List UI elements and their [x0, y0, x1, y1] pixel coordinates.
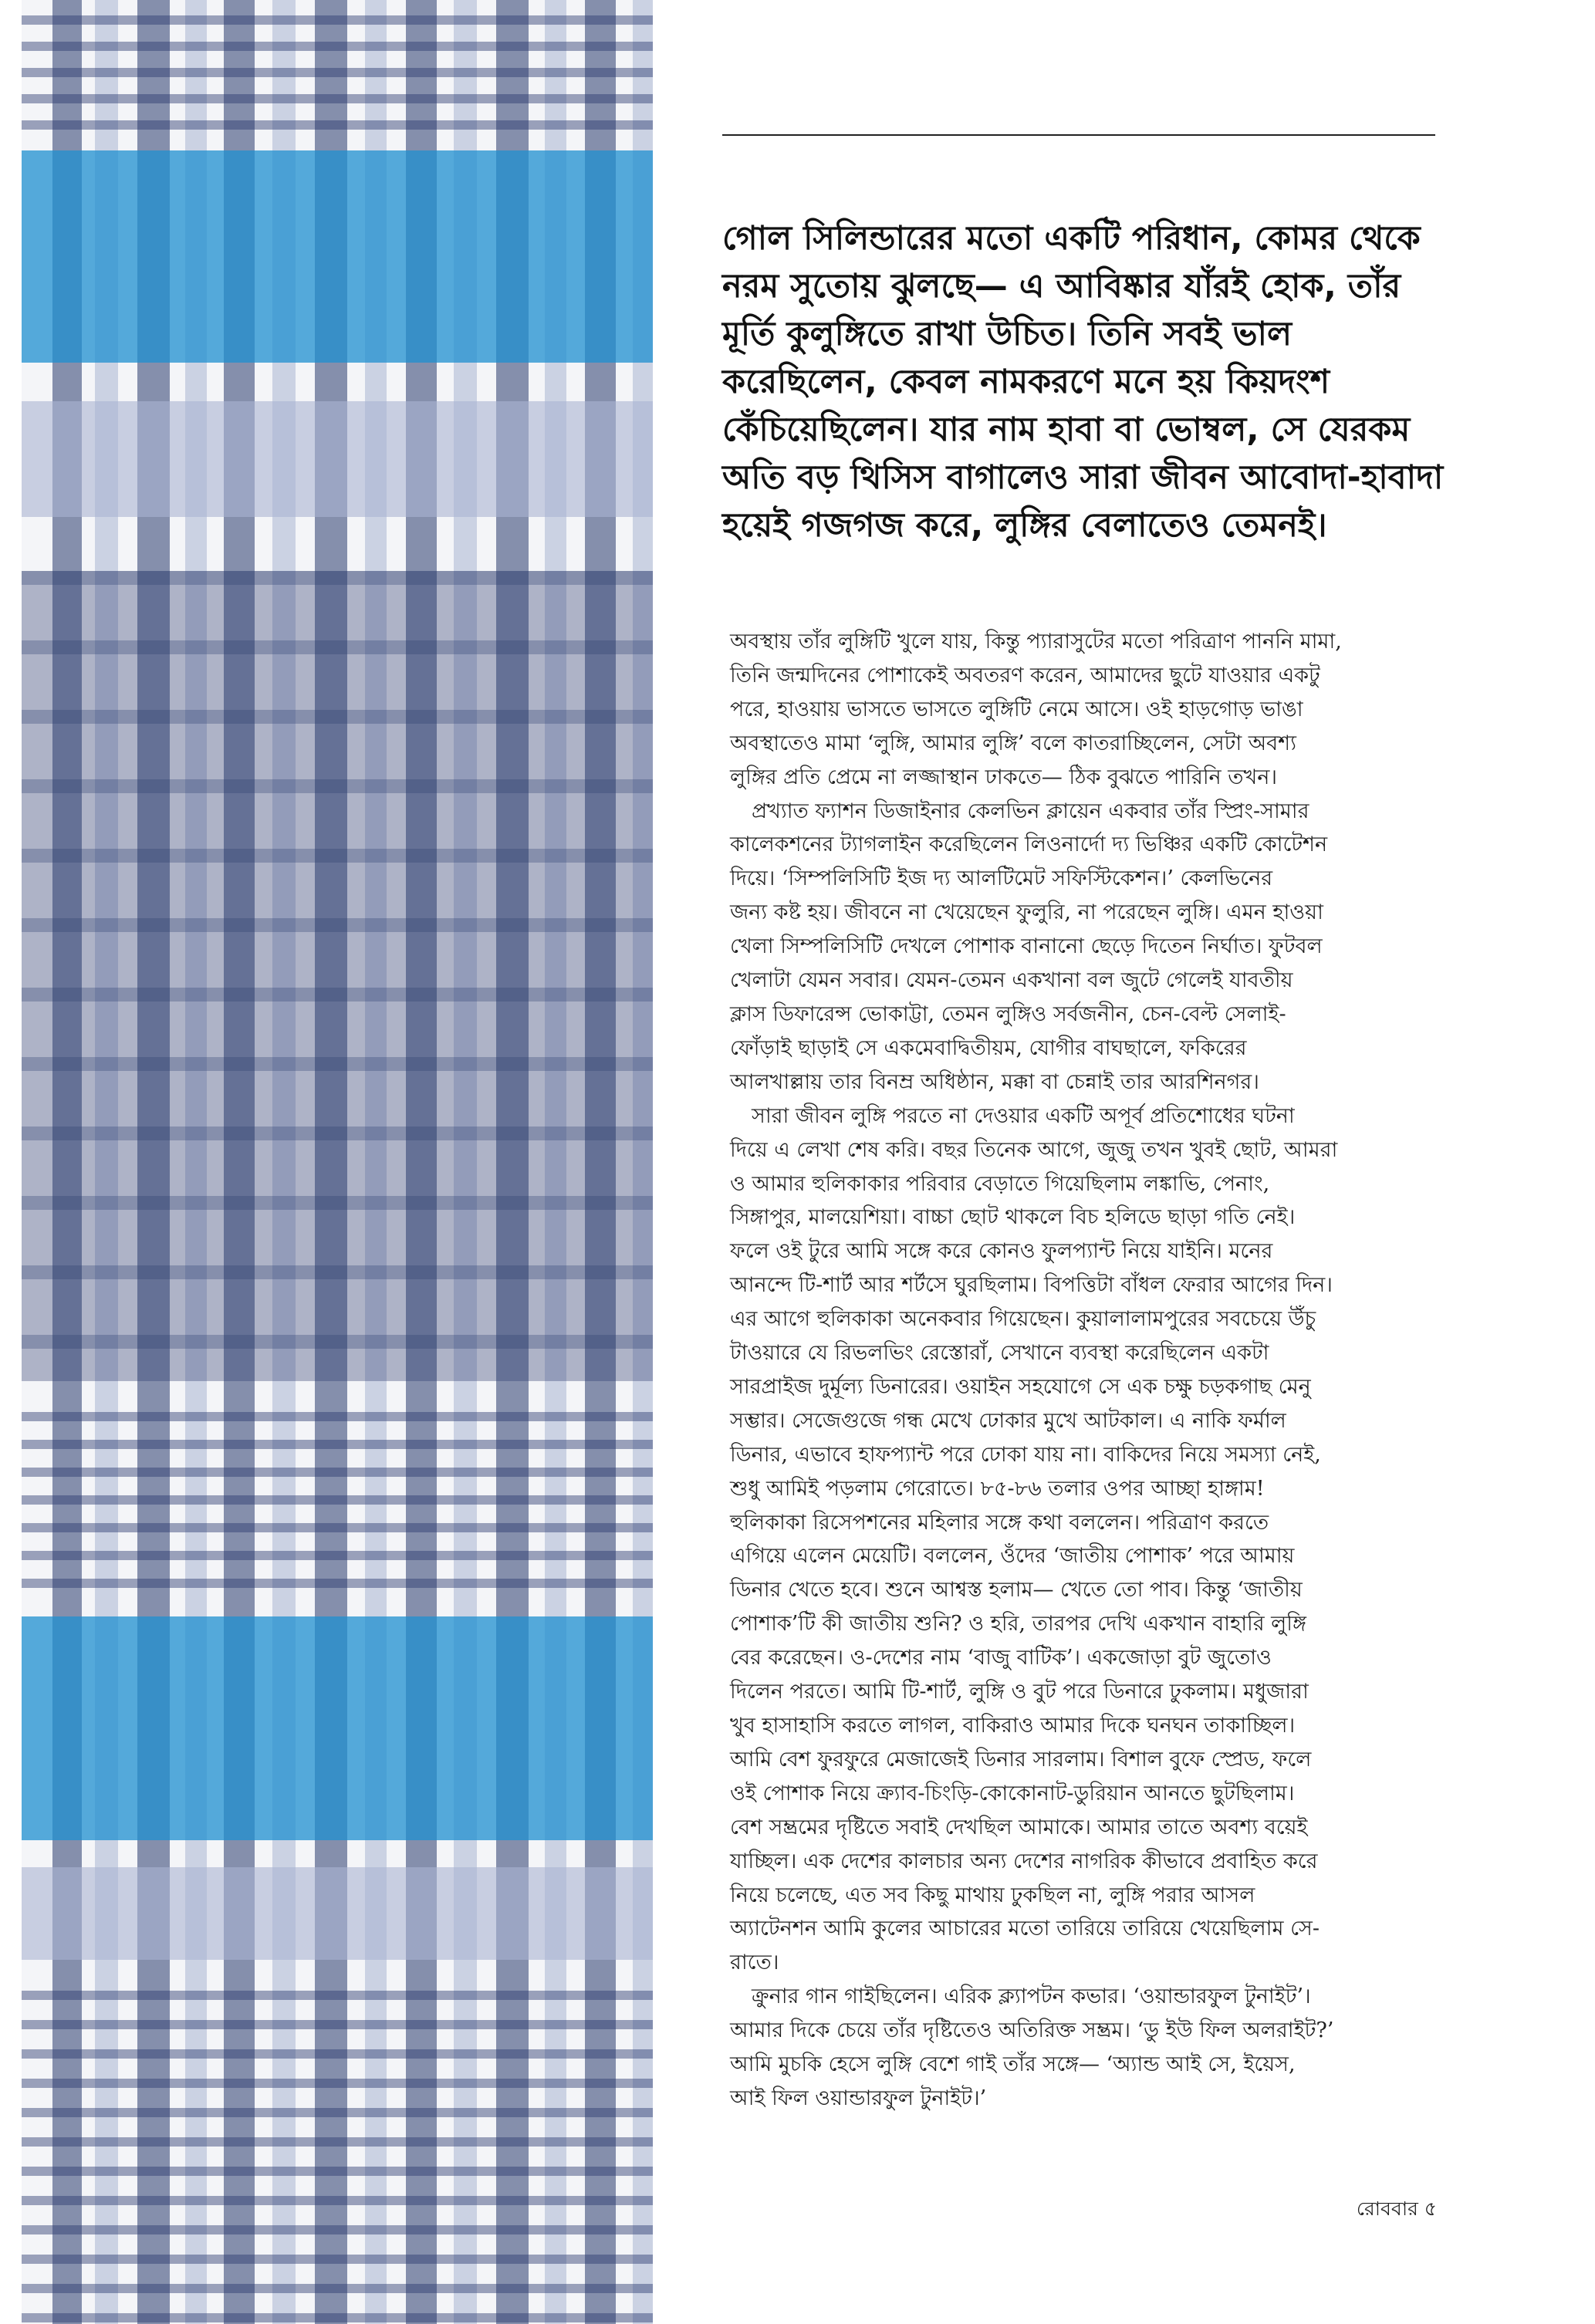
- article-line: সম্ভার। সেজেগুজে গন্ধ মেখে ঢোকার মুখে আটকাল। এ নাকি ফর্মাল: [730, 1408, 1286, 1433]
- fabric-mid-check: [22, 1335, 653, 1349]
- fabric-check-stripe: [22, 2196, 653, 2205]
- article-line: যাচ্ছিল। এক দেশের কালচার অন্য দেশের নাগরিক কীভাবে প্রবাহিত করে: [730, 1849, 1318, 1873]
- article-line: ডিনার খেতে হবে। শুনে আশ্বস্ত হলাম— খেতে তো পাব। কিন্তু ‘জাতীয়: [730, 1578, 1303, 1603]
- fabric-check-stripe: [22, 2108, 653, 2117]
- article-line: আমি মুচকি হেসে লুঙ্গি বেশে গাই তাঁর সঙ্গে— ‘অ্যান্ড আই সে, ইয়েস,: [730, 2052, 1296, 2077]
- fabric-check-stripe: [22, 2284, 653, 2293]
- fabric-check-stripe: [22, 2225, 653, 2234]
- article-line: ফোঁড়াই ছাড়াই সে একমেবাদ্বিতীয়ম, যোগীর বাঘছালে, ফকিরের: [730, 1035, 1247, 1060]
- fabric-mid-check: [22, 571, 653, 585]
- fabric-check-stripe: [22, 120, 653, 130]
- article-line: আই ফিল ওয়ান্ডারফুল টুনাইট।’: [730, 2086, 987, 2110]
- fabric-check-stripe: [22, 1412, 653, 1421]
- article-line: অবস্থাতেও মামা ‘লুঙ্গি, আমার লুঙ্গি’ বলে কাতরাচ্ছিলেন, সেটা অবশ্য: [730, 731, 1296, 755]
- article-line: অবস্থায় তাঁর লুঙ্গিটি খুলে যায়, কিন্তু প্যারাসুটের মতো পরিত্রাণ পাননি মামা,: [730, 630, 1342, 654]
- article-line: এর আগে হুলিকাকা অনেকবার গিয়েছেন। কুয়ালালামপুরের সবচেয়ে উঁচু: [730, 1307, 1316, 1332]
- article-line: ক্লাস ডিফারেন্স ভোকাট্টা, তেমন লুঙ্গিও সর্বজনীন, চেন-বেল্ট সেলাই-: [730, 1002, 1286, 1026]
- fabric-check-stripe: [22, 1468, 653, 1477]
- article-line: রাতে।: [730, 1951, 779, 1975]
- article-line: আমার দিকে চেয়ে তাঁর দৃষ্টিতেও অতিরিক্ত সম্ভ্রম। ‘ডু ইউ ফিল অলরাইট?’: [730, 2018, 1334, 2043]
- fabric-light-band: [22, 401, 653, 517]
- article-line: হুলিকাকা রিসেপশনের মহিলার সঙ্গে কথা বললেন। পরিত্রাণ করতে: [730, 1510, 1269, 1535]
- fabric-mid-check: [22, 1265, 653, 1279]
- article-line: শুধু আমিই পড়লাম গেরোতে। ৮৫-৮৬ তলার ওপর আচ্ছা হাঙ্গাম!: [730, 1476, 1265, 1501]
- pull-quote: [722, 214, 1444, 549]
- article-line: ফলে ওই টুরে আমি সঙ্গে করে কোনও ফুলপ্যান্ট নিয়ে যাইনি। মনের: [730, 1239, 1273, 1264]
- article-line: আলখাল্লায় তার বিনম্র অধিষ্ঠান, মক্কা বা চেন্নাই তার আরশিনগর।: [730, 1069, 1259, 1094]
- fabric-blue-band: [22, 150, 653, 363]
- fabric-mid-check: [22, 1127, 653, 1140]
- article-line: লুঙ্গির প্রতি প্রেমে না লজ্জাস্থান ঢাকতে— ঠিক বুঝতে পারিনি তখন।: [730, 765, 1278, 789]
- article-line: নিয়ে চলেছে, এত সব কিছু মাথায় ঢুকছিল না, লুঙ্গি পরার আসল: [730, 1883, 1255, 1907]
- fabric-check-stripe: [22, 1991, 653, 2000]
- article-line: দিলেন পরতে। আমি টি-শার্ট, লুঙ্গি ও বুট পরে ডিনারে ঢুকলাম। মধুজারা: [730, 1680, 1309, 1704]
- page-folio: রোববার ৫: [1356, 2197, 1437, 2220]
- fabric-mid-check: [22, 779, 653, 793]
- fabric-check-stripe: [22, 2137, 653, 2147]
- lungi-fabric-photo: [22, 0, 653, 2324]
- fabric-check-stripe: [22, 42, 653, 51]
- fabric-check-stripe: [22, 94, 653, 103]
- pull-quote-line: মূর্তি কুলুঙ্গিতে রাখা উচিত। তিনি সবই ভাল: [722, 315, 1293, 353]
- fabric-check-stripe: [22, 2079, 653, 2088]
- fabric-check-stripe: [22, 1495, 653, 1505]
- fabric-mid-check: [22, 640, 653, 654]
- fabric-mid-check: [22, 710, 653, 724]
- fabric-check-stripe: [22, 1551, 653, 1560]
- top-divider: [722, 134, 1435, 136]
- article-line: প্রখ্যাত ফ্যাশন ডিজাইনার কেলভিন ক্লায়েন একবার তাঁর স্প্রিং-সামার: [752, 799, 1309, 823]
- article-line: দিয়ে। ‘সিম্পলিসিটি ইজ দ্য আলটিমেট সফিস্টিকেশন।’ কেলভিনের: [730, 866, 1273, 891]
- fabric-check-stripe: [22, 2313, 653, 2322]
- article-line: ডিনার, এভাবে হাফপ্যান্ট পরে ঢোকা যায় না। বাকিদের নিয়ে সমস্যা নেই,: [730, 1442, 1321, 1467]
- fabric-check-stripe: [22, 2255, 653, 2264]
- article-line: খুব হাসাহাসি করতে লাগল, বাকিরাও আমার দিকে ঘনঘন তাকাচ্ছিল।: [730, 1714, 1296, 1738]
- article-line: এগিয়ে এলেন মেয়েটি। বললেন, ওঁদের ‘জাতীয় পোশাক’ পরে আমায়: [730, 1544, 1295, 1569]
- article-line: জন্য কষ্ট হয়। জীবনে না খেয়েছেন ফুলুরি, না পরেছেন লুঙ্গি। এমন হাওয়া: [730, 900, 1323, 925]
- article-line: সারা জীবন লুঙ্গি পরতে না দেওয়ার একটি অপূর্ব প্রতিশোধের ঘটনা: [752, 1103, 1295, 1128]
- fabric-blue-band: [22, 1616, 653, 1840]
- article-body: [730, 625, 1440, 2116]
- fabric-check-stripe: [22, 2049, 653, 2059]
- article-line: কালেকশনের ট্যাগলাইন করেছিলেন লিওনার্দো দ্য ভিঞ্চির একটি কোটেশন: [730, 833, 1328, 857]
- article-line: ও আমার হুলিকাকার পরিবার বেড়াতে গিয়েছিলাম লঙ্কাভি, পেনাং,: [730, 1171, 1270, 1196]
- article-line: পরে, হাওয়ায় ভাসতে ভাসতে লুঙ্গিটি নেমে আসে। ওই হাড়গোড় ভাঙা: [730, 697, 1303, 721]
- pull-quote-line: কেঁচিয়েছিলেন। যার নাম হাবা বা ভোম্বল, সে যেরকম: [722, 410, 1411, 449]
- fabric-light-band: [22, 1867, 653, 1960]
- article-line: অ্যাটেনশন আমি কুলের আচারের মতো তারিয়ে তারিয়ে খেয়েছিলাম সে-: [730, 1917, 1320, 1941]
- fabric-check-stripe: [22, 1523, 653, 1532]
- article-line: খেলাটা যেমন সবার। যেমন-তেমন একখানা বল জুটে গেলেই যাবতীয়: [730, 968, 1293, 993]
- article-line: বের করেছেন। ও-দেশের নাম ‘বাজু বাটিক’। একজোড়া বুট জুতোও: [730, 1646, 1272, 1670]
- pull-quote-line: অতি বড় থিসিস বাগালেও সারা জীবন আবোদা-হাবাদা: [722, 458, 1444, 497]
- article-line: বেশ সম্ভ্রমের দৃষ্টিতে সবাই দেখছিল আমাকে। আমার তাতে অবশ্য বয়েই: [730, 1815, 1308, 1839]
- fabric-navy-block: [22, 571, 653, 1381]
- fabric-check-stripe: [22, 2167, 653, 2176]
- fabric-check-stripe: [22, 1440, 653, 1449]
- pull-quote-line: নরম সুতোয় ঝুলছে— এ আবিষ্কার যাঁরই হোক, তাঁর: [722, 267, 1401, 306]
- fabric-mid-check: [22, 988, 653, 1002]
- pull-quote-line: গোল সিলিন্ডারের মতো একটি পরিধান, কোমর থেকে: [722, 219, 1421, 258]
- fabric-mid-check: [22, 1057, 653, 1071]
- article-line: তিনি জন্মদিনের পোশাকেই অবতরণ করেন, আমাদের ছুটে যাওয়ার একটু: [730, 663, 1320, 687]
- article-line: সিঙ্গাপুর, মালয়েশিয়া। বাচ্চা ছোট থাকলে বিচ হলিডে ছাড়া গতি নেই।: [730, 1205, 1296, 1230]
- fabric-check-stripe: [22, 1579, 653, 1588]
- article-line: পোশাক’টি কী জাতীয় শুনি? ও হরি, তারপর দেখি একখান বাহারি লুঙ্গি: [730, 1612, 1306, 1637]
- fabric-check-stripe: [22, 2020, 653, 2029]
- article-line: আনন্দে টি-শার্ট আর শর্টসে ঘুরছিলাম। বিপত্তিটা বাঁধল ফেরার আগের দিন।: [730, 1273, 1333, 1298]
- fabric-check-stripe: [22, 68, 653, 77]
- article-line: আমি বেশ ফুরফুরে মেজাজেই ডিনার সারলাম। বিশাল বুফে স্প্রেড, ফলে: [730, 1747, 1312, 1772]
- fabric-mid-check: [22, 918, 653, 932]
- plaid-fabric-illustration: [22, 0, 653, 2324]
- article-line: ক্রুনার গান গাইছিলেন। এরিক ক্ল্যাপটন কভার। ‘ওয়ান্ডারফুল টুনাইট’।: [752, 1985, 1311, 2009]
- article-line: দিয়ে এ লেখা শেষ করি। বছর তিনেক আগে, জুজু তখন খুবই ছোট, আমরা: [730, 1137, 1338, 1162]
- article-line: খেলা সিম্পলিসিটি দেখলে পোশাক বানানো ছেড়ে দিতেন নির্ঘাত। ফুটবল: [730, 934, 1323, 959]
- article-line: ওই পোশাক নিয়ে ক্র্যাব-চিংড়ি-কোকোনাট-ডুরিয়ান আনতে ছুটছিলাম।: [730, 1781, 1295, 1805]
- fabric-check-stripe: [22, 15, 653, 25]
- pull-quote-line: করেছিলেন, কেবল নামকরণে মনে হয় কিয়দংশ: [722, 363, 1330, 401]
- fabric-mid-check: [22, 1196, 653, 1210]
- fabric-mid-check: [22, 849, 653, 863]
- article-line: টাওয়ারে যে রিভলভিং রেস্তোরাঁ, সেখানে ব্যবস্থা করেছিলেন একটা: [730, 1341, 1269, 1366]
- pull-quote-line: হয়েই গজগজ করে, লুঙ্গির বেলাতেও তেমনই।: [722, 506, 1327, 545]
- article-line: সারপ্রাইজ দুর্মূল্য ডিনারের। ওয়াইন সহযোগে সে এক চক্ষু চড়কগাছ মেনু: [730, 1374, 1311, 1399]
